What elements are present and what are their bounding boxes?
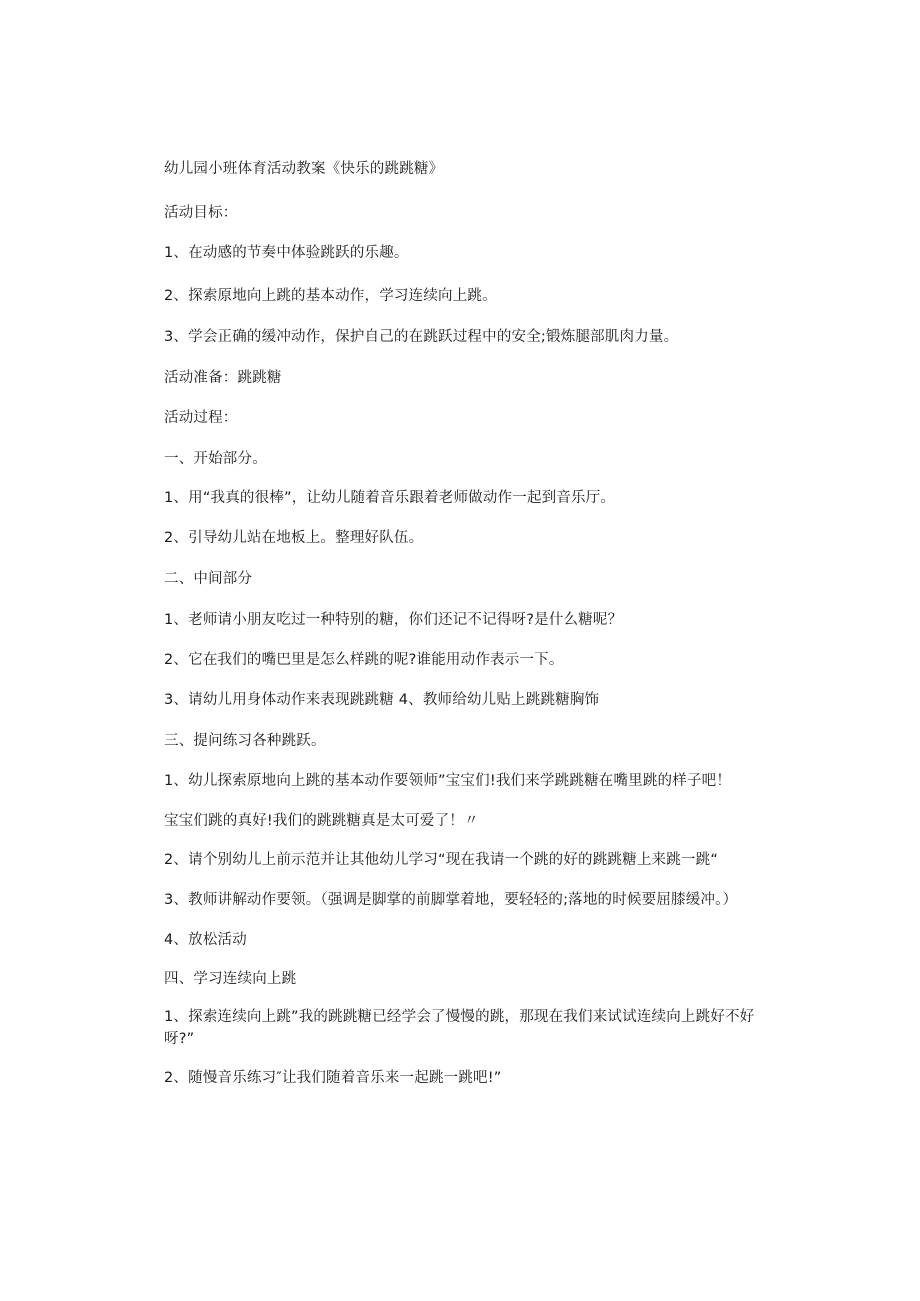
part4-item-1: 1、探索连续向上跳”我的跳跳糖已经学会了慢慢的跳，那现在我们来试试连续向上跳好不好呀?”: [164, 1009, 755, 1047]
part3-item-2: 2、请个别幼儿上前示范并让其他幼儿学习“现在我请一个跳的好的跳跳糖上来跳一跳“: [164, 852, 719, 868]
part4-item-2: 2、随慢音乐练习″让我们随着音乐来一起跳一跳吧!”: [164, 1070, 502, 1086]
part-heading-4: 四、学习连续向上跳: [164, 971, 297, 987]
part2-item-2: 2、它在我们的嘴巴里是怎么样跳的呢?谁能用动作表示一下。: [164, 652, 564, 668]
part1-item-2: 2、引导幼儿站在地板上。整理好队伍。: [164, 530, 424, 546]
goal-item-2: 2、探索原地向上跳的基本动作，学习连续向上跳。: [164, 288, 497, 304]
part3-item-4: 4、放松活动: [164, 932, 247, 948]
part-heading-3: 三、提问练习各种跳跃。: [164, 733, 326, 749]
part3-item-3: 3、教师讲解动作要领。（强调是脚掌的前脚掌着地，要轻轻的;落地的时候要屈膝缓冲。）: [164, 892, 738, 908]
part-heading-1: 一、开始部分。: [164, 451, 267, 467]
section-heading-process: 活动过程：: [164, 410, 238, 426]
section-heading-goals: 活动目标：: [164, 205, 238, 221]
goal-item-3: 3、学会正确的缓冲动作，保护自己的在跳跃过程中的安全;锻炼腿部肌肉力量。: [164, 329, 679, 345]
part3-item-1-continued: 宝宝们跳的真好!我们的跳跳糖真是太可爱了！〃: [164, 813, 479, 829]
preparation: 活动准备：跳跳糖: [164, 370, 282, 386]
part2-item-1: 1、老师请小朋友吃过一种特别的糖，你们还记不记得呀?是什么糖呢？: [164, 612, 623, 628]
part2-item-3: 3、请幼儿用身体动作来表现跳跳糖 4、教师给幼儿贴上跳跳糖胸饰: [164, 692, 600, 708]
part3-item-1: 1、幼儿探索原地向上跳的基本动作要领师”宝宝们!我们来学跳跳糖在嘴里跳的样子吧！: [164, 773, 732, 789]
goal-item-1: 1、在动感的节奏中体验跳跃的乐趣。: [164, 245, 409, 261]
document-title: 幼儿园小班体育活动教案《快乐的跳跳糖》: [164, 161, 444, 177]
part1-item-1: 1、用“我真的很棒”，让幼儿随着音乐跟着老师做动作一起到音乐厅。: [164, 490, 616, 506]
part-heading-2: 二、中间部分: [164, 571, 253, 587]
